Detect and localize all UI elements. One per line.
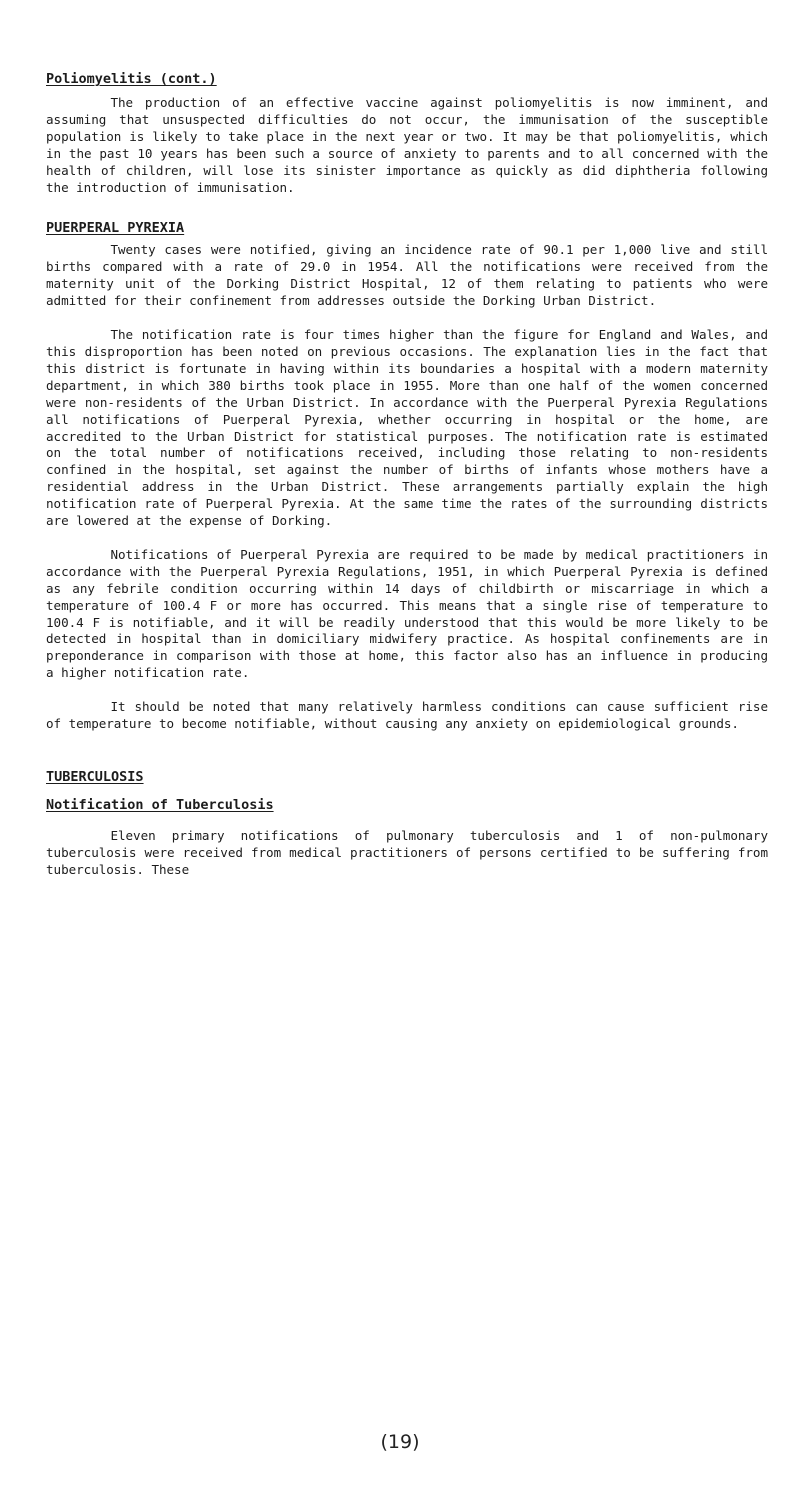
paragraph-puerperal-harmless: It should be noted that many relatively harmless conditions can cause sufficient rise of temperature to become notifiable, without causing any anxiety on epidemiological grounds. <box>46 699 768 732</box>
heading-tuberculosis: TUBERCULOSIS <box>46 769 144 785</box>
heading-poliomyelitis: Poliomyelitis (cont.) <box>46 71 217 87</box>
paragraph-tuberculosis-notifications: Eleven primary notifications of pulmonary tuberculosis and 1 of non-pulmonary tuberculosis were received from medical practitioners of persons certified to be suffering from tuberculosis. These <box>46 828 768 877</box>
heading-puerperal-pyrexia: PUERPERAL PYREXIA <box>46 220 185 237</box>
heading-notification-of-tuberculosis: Notification of Tuberculosis <box>46 797 274 813</box>
document-page <box>46 70 768 879</box>
paragraph-puerperal-rate: The notification rate is four times higher than the figure for England and Wales, and this disproportion has been noted on previous occasions. The explanation lies in the fact that this district is fortunate in having within its boundaries a hospital with a modern maternity department, in which 380 births took place in 1955. More than one half of the women concerned were non-residents of the Urban District. In accordance with the Puerperal Pyrexia Regulations all notifications of Puerperal Pyrexia, whether occurring in hospital or the home, are accredited to the Urban District for statistical purposes. The notification rate is estimated on the total number of notifications received, including those relating to non-residents confined in the hospital, set against the number of births of infants whose mothers have a residential address in the Urban District. These arrangements partially explain the high notification rate of Puerperal Pyrexia. At the same time the rates of the surrounding districts are lowered at the expense of Dorking. <box>46 327 768 529</box>
paragraph-puerperal-regulations: Notifications of Puerperal Pyrexia are required to be made by medical practitioners in accordance with the Puerperal Pyrexia Regulations, 1951, in which Puerperal Pyrexia is defined as any febrile condition occurring within 14 days of childbirth or miscarriage in which a temperature of 100.4 F or more has occurred. This means that a single rise of temperature to 100.4 F is notifiable, and it will be readily understood that this would be more likely to be detected in hospital than in domiciliary midwifery practice. As hospital confinements are in preponderance in comparison with those at home, this factor also has an influence in producing a higher notification rate. <box>46 546 768 681</box>
paragraph-poliomyelitis-vaccine: The production of an effective vaccine against poliomyelitis is now imminent, and assuming that unsuspected difficulties do not occur, the immunisation of the susceptible population is likely to take place in the next year or two. It may be that poliomyelitis, which in the past 10 years has been such a source of anxiety to parents and to all concerned with the health of children, will lose its sinister importance as quickly as did diphtheria following the introduction of immunisation. <box>46 95 768 195</box>
page-number: (19) <box>380 1431 420 1453</box>
paragraph-puerperal-cases: Twenty cases were notified, giving an incidence rate of 90.1 per 1,000 live and still births compared with a rate of 29.0 in 1954. All the notifications were received from the maternity unit of the Dorking District Hospital, 12 of them relating to patients who were admitted for their confinement from addresses outside the Dorking Urban District. <box>46 242 768 309</box>
